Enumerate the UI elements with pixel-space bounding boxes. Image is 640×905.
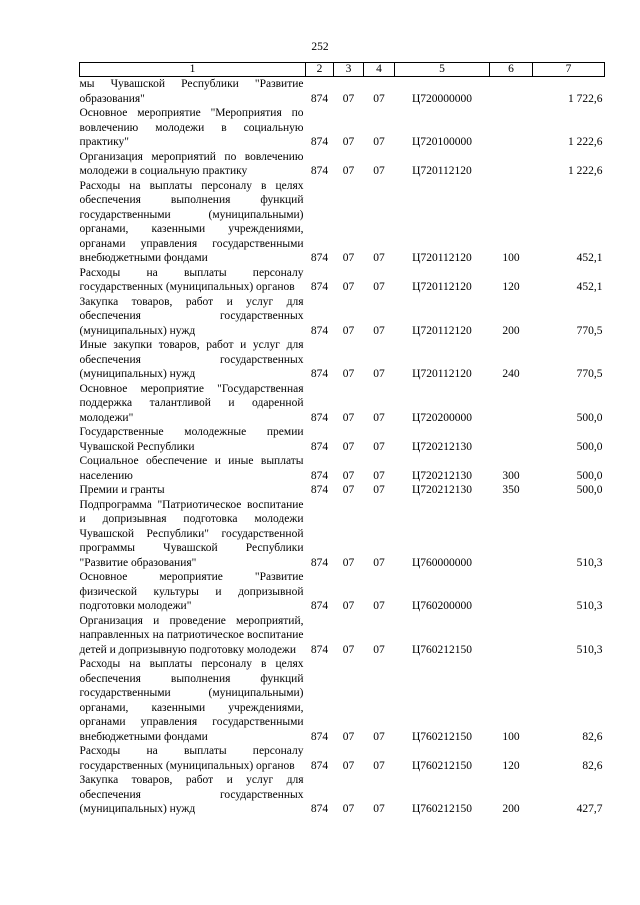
expense-type-code (490, 614, 533, 658)
expense-type-code (490, 382, 533, 426)
amount: 427,7 (576, 803, 603, 815)
table-row (80, 614, 605, 658)
admin-code: 874 (310, 643, 329, 656)
admin-code: 874 (310, 92, 329, 105)
section-code: 07 (342, 281, 355, 293)
amount: 1 722,6 (568, 92, 603, 105)
table-row (80, 498, 605, 571)
table-row (80, 657, 605, 744)
row-name: Премии и гранты (79, 484, 165, 496)
admin-code: 874 (310, 324, 329, 337)
subsection-code: 07 (373, 759, 385, 772)
row-name: Иные закупки товаров, работ и услуг для обеспечения государственных (муниципальных) нужд (79, 339, 304, 380)
expense-type-code: 300 (502, 469, 520, 482)
table-row (80, 744, 605, 773)
admin-code: 874 (310, 556, 329, 569)
section-code: 07 (342, 484, 355, 496)
column-header: 3 (334, 63, 364, 77)
section-code: 07 (342, 324, 355, 337)
target-article-code: Ц760212150 (411, 803, 473, 815)
subsection-code: 07 (373, 556, 385, 569)
page-number: 252 (311, 41, 329, 53)
target-article-code: Ц760212150 (411, 643, 473, 656)
expense-type-code (490, 425, 533, 454)
column-header: 4 (364, 63, 395, 77)
budget-table (79, 62, 605, 817)
admin-code: 874 (310, 730, 329, 743)
section-code: 07 (342, 252, 355, 264)
table-row (80, 106, 605, 150)
expense-type-code: 120 (502, 281, 520, 293)
target-article-code: Ц720000000 (411, 92, 473, 105)
table-row (80, 454, 605, 483)
amount: 452,1 (576, 281, 603, 293)
amount: 82,6 (582, 759, 603, 772)
target-article-code: Ц720112120 (412, 165, 472, 177)
expense-type-code: 350 (502, 484, 520, 496)
table-row (80, 77, 605, 107)
admin-code: 874 (310, 368, 329, 380)
column-header: 6 (490, 63, 533, 77)
amount: 510,3 (576, 556, 603, 569)
admin-code: 874 (310, 136, 329, 148)
admin-code: 874 (310, 600, 329, 612)
subsection-code: 07 (373, 600, 385, 612)
section-code: 07 (342, 411, 355, 424)
section-code: 07 (342, 600, 355, 612)
section-code: 07 (342, 730, 355, 743)
target-article-code: Ц760000000 (411, 556, 473, 569)
table-row (80, 338, 605, 382)
subsection-code: 07 (373, 411, 385, 424)
admin-code: 874 (310, 803, 329, 815)
expense-type-code: 200 (502, 803, 520, 815)
row-name: Основное мероприятие "Мероприятия по вовлечению молодежи в социальную практику" (79, 107, 304, 148)
column-header: 2 (306, 63, 334, 77)
section-code: 07 (342, 556, 355, 569)
column-header: 5 (395, 63, 490, 77)
admin-code: 874 (310, 484, 329, 496)
table-row (80, 150, 605, 179)
amount: 770,5 (576, 368, 603, 380)
subsection-code: 07 (373, 92, 385, 105)
expense-type-code (490, 77, 533, 107)
section-code: 07 (342, 165, 355, 177)
target-article-code: Ц720212130 (411, 484, 473, 496)
section-code: 07 (342, 643, 355, 656)
expense-type-code (490, 106, 533, 150)
target-article-code: Ц720112120 (412, 281, 472, 293)
expense-type-code (490, 498, 533, 571)
subsection-code: 07 (373, 165, 385, 177)
target-article-code: Ц720112120 (412, 252, 472, 264)
subsection-code: 07 (373, 469, 385, 482)
row-name: Закупка товаров, работ и услуг для обеспечения государственных (муниципальных) нужд (79, 295, 304, 337)
section-code: 07 (342, 92, 355, 105)
row-name: Закупка товаров, работ и услуг для обеспечения государственных (муниципальных) нужд (79, 774, 304, 815)
table-row (80, 425, 605, 454)
table-row (80, 295, 605, 339)
amount: 510,3 (576, 643, 603, 656)
row-name: Социальное обеспечение и иные выплаты населению (79, 455, 304, 482)
row-name: Организация и проведение мероприятий, направленных на патриотическое воспитание детей и допризывную подготовку молодежи (79, 614, 304, 656)
amount: 1 222,6 (568, 136, 603, 148)
amount: 82,6 (582, 730, 603, 743)
subsection-code: 07 (373, 484, 385, 496)
section-code: 07 (342, 469, 355, 482)
expense-type-code: 100 (502, 730, 520, 743)
subsection-code: 07 (373, 324, 385, 337)
section-code: 07 (342, 759, 355, 772)
row-name: Организация мероприятий по вовлечению молодежи в социальную практику (79, 150, 304, 177)
admin-code: 874 (310, 252, 329, 264)
target-article-code: Ц720212130 (411, 469, 473, 482)
subsection-code: 07 (373, 136, 385, 148)
target-article-code: Ц720100000 (411, 136, 473, 148)
expense-type-code (490, 570, 533, 614)
column-header: 7 (533, 63, 605, 77)
subsection-code: 07 (373, 730, 385, 743)
target-article-code: Ц760200000 (411, 600, 473, 612)
row-name: Расходы на выплаты персоналу государственных (муниципальных) органов (79, 745, 304, 772)
expense-type-code (490, 150, 533, 179)
subsection-code: 07 (373, 368, 385, 380)
section-code: 07 (342, 136, 355, 148)
column-header: 1 (80, 63, 306, 77)
row-name: Расходы на выплаты персоналу государственных (муниципальных) органов (79, 266, 304, 293)
expense-type-code: 120 (502, 759, 520, 772)
amount: 452,1 (576, 252, 603, 264)
amount: 500,0 (576, 440, 603, 453)
section-code: 07 (342, 368, 355, 380)
row-name: Подпрограмма "Патриотическое воспитание и допризывная подготовка молодежи Чувашской Республики" государственной программы Чувашской Республики "Развитие образования" (79, 498, 304, 569)
admin-code: 874 (310, 440, 329, 453)
admin-code: 874 (310, 281, 329, 293)
expense-type-code: 240 (502, 368, 520, 380)
subsection-code: 07 (373, 440, 385, 453)
row-name: Основное мероприятие "Государственная поддержка талантливой и одаренной молодежи" (79, 382, 304, 424)
amount: 500,0 (576, 411, 603, 424)
row-name: Расходы на выплаты персоналу в целях обеспечения выполнения функций государственными (муниципальными) органами, казенными учреждениями, органами управления государственными внебюджетными фондами (79, 658, 304, 743)
target-article-code: Ц760212150 (411, 759, 473, 772)
header-row (80, 63, 605, 77)
subsection-code: 07 (373, 281, 385, 293)
subsection-code: 07 (373, 643, 385, 656)
table-row (80, 773, 605, 817)
table-row (80, 382, 605, 426)
admin-code: 874 (310, 469, 329, 482)
row-name: Расходы на выплаты персоналу в целях обеспечения выполнения функций государственными (муниципальными) органами, казенными учреждениями, органами управления государственными внебюджетными фондами (79, 179, 304, 264)
target-article-code: Ц760212150 (411, 730, 473, 743)
expense-type-code: 200 (502, 324, 520, 337)
table-row (80, 570, 605, 614)
amount: 500,0 (576, 469, 603, 482)
admin-code: 874 (310, 759, 329, 772)
subsection-code: 07 (373, 803, 385, 815)
amount: 510,3 (576, 600, 603, 612)
row-name: Основное мероприятие "Развитие физической культуры и допризывной подготовки молодежи" (79, 571, 304, 612)
amount: 770,5 (576, 324, 603, 337)
section-code: 07 (342, 803, 355, 815)
target-article-code: Ц720200000 (411, 411, 473, 424)
table-row (80, 179, 605, 266)
target-article-code: Ц720112120 (412, 368, 472, 380)
table-row (80, 266, 605, 295)
amount: 1 222,6 (568, 165, 603, 177)
amount: 500,0 (576, 484, 603, 496)
admin-code: 874 (310, 411, 329, 424)
row-name: Государственные молодежные премии Чувашской Республики (79, 426, 304, 453)
target-article-code: Ц720112120 (412, 324, 472, 337)
admin-code: 874 (310, 165, 329, 177)
expense-type-code: 100 (502, 252, 520, 264)
section-code: 07 (342, 440, 355, 453)
table-row (80, 483, 605, 498)
target-article-code: Ц720212130 (411, 440, 473, 453)
row-name: мы Чувашской Республики "Развитие образования" (79, 78, 304, 105)
subsection-code: 07 (373, 252, 385, 264)
